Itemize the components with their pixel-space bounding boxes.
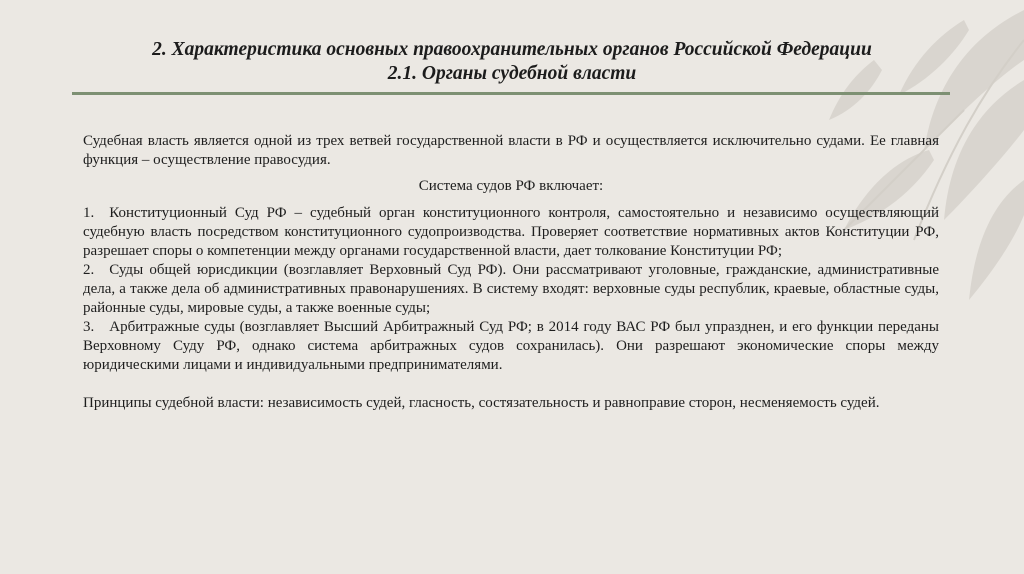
intro-paragraph: Судебная власть является одной из трех ветвей государственной власти в РФ и осуществляется исключительно судами. Ее главная функция – осуществление правосудия. [83,133,939,168]
list-item-text: Суды общей юрисдикции (возглавляет Верховный Суд РФ). Они рассматривают уголовные, гражданские, административные дела, а также дела об административных правонарушениях. В систему входят: верховные суды республик, краевые, областные суды, районные суды, мировые суды, а также военные суды; [83,262,939,316]
list-item [83,318,939,375]
list-item [83,204,939,261]
list-item-text: Конституционный Суд РФ – судебный орган конституционного контроля, самостоятельно и независимо осуществляющий судебную власть посредством конституционного судопроизводства. Проверяет соответствие нормативных актов Конституции РФ, разрешает споры о компетенции между органами государственной власти, дает толкование Конституции РФ; [83,205,939,259]
list-item-number: 1. [83,205,95,221]
list-item-number: 2. [83,262,95,278]
title-line-1: 2. Характеристика основных правоохранительных органов Российской Федерации [152,39,872,60]
slide-title [70,38,954,86]
list-item [83,261,939,318]
title-underline [72,92,950,95]
principles-paragraph: Принципы судебной власти: независимость судей, гласность, состязательность и равноправие сторон, несменяемость судей. [83,395,880,411]
slide-content [83,132,939,413]
title-line-2: 2.1. Органы судебной власти [387,63,637,84]
paragraph-gap [83,375,939,394]
list-item-number: 3. [83,319,95,335]
system-heading: Система судов РФ включает: [418,178,604,194]
list-item-text: Арбитражные суды (возглавляет Высший Арбитражный Суд РФ; в 2014 году ВАС РФ был упразднен, и его функции переданы Верховному Суду РФ, однако система арбитражных судов сохранилась). Они разрешают экономические споры между юридическими лицами и индивидуальными предпринимателями. [83,319,939,373]
